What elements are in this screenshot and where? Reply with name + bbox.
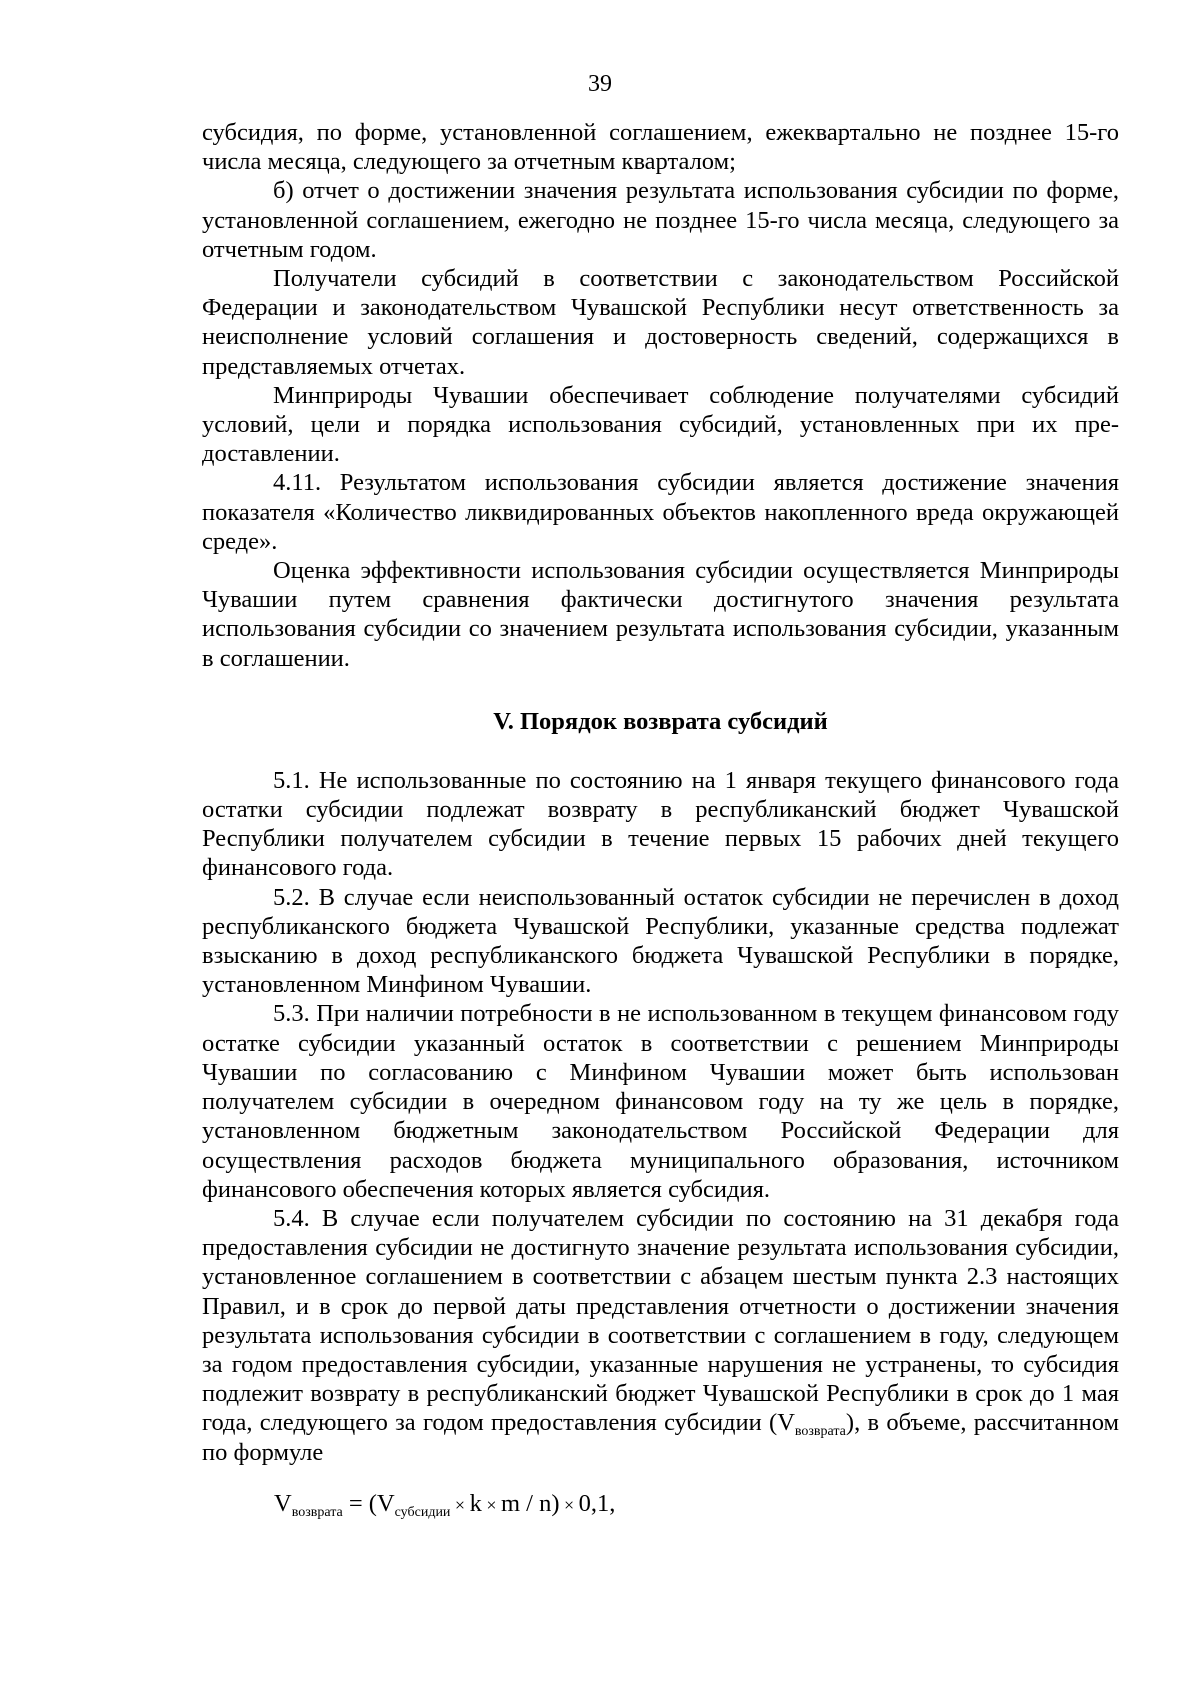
paragraph-compliance: Минприроды Чувашии обеспечивает соблюдение получателями субсидий условий, цели и порядка использования субсидий, установленных при их предоставлении. (202, 381, 1119, 468)
formula-eq-open: = (V (342, 1489, 395, 1517)
paragraph-5-4-text: 5.4. В случае если получателем субсидии по состоянию на 31 декабря года предоставления субсидии не достигнуто значение результата использования субсидии, установленное соглашением в соответствии с абзацем шестым пункта 2.3 настоящих Правил, и в срок до первой даты представления отчетности о достижении значения результата использования субсидии в соответствии с соглашением в году, следующем за годом предоставления субсидии, указанные нарушения не устранены, то субсидия подлежит возврату в республиканский бюджет Чувашской Республики в срок до 1 мая года, следующего за годом предоставления субсидии (V (202, 1204, 1119, 1437)
paragraph-5-2: 5.2. В случае если неиспользованный остаток субсидии не перечислен в доход республиканского бюджета Чувашской Республики, указанные средства подлежат взысканию в доход республиканского бюджета Чувашской Республики в порядке, установленном Минфином Чувашии. (202, 883, 1119, 999)
formula-v-subscript: возврата (291, 1504, 343, 1520)
formula-m-over-n: m / n) (500, 1489, 560, 1517)
formula-coefficient: 0,1, (578, 1489, 616, 1517)
formula-times-2: × (481, 1494, 501, 1515)
paragraph-5-4 (202, 1204, 1119, 1467)
formula-times-3: × (559, 1494, 579, 1515)
paragraph-5-1: 5.1. Не использованные по состоянию на 1 января текущего финансового года остатки субсидии подлежат возврату в республиканский бюджет Чувашской Республики получателем субсидии в течение первых 15 рабочих дней текущего финансового года. (202, 766, 1119, 882)
formula-k: k (469, 1489, 482, 1517)
paragraph-efficiency: Оценка эффективности использования субсидии осуществляется Минприроды Чувашии путем сравнения фактически достигнутого значения результата использования субсидии со значением результата использования субсидии, указанным в соглашении. (202, 557, 1119, 672)
formula-v: V (274, 1489, 292, 1517)
paragraph-4-11: 4.11. Результатом использования субсидии является достижение значения показателя «Количество ликвидированных объектов накопленного вреда окружающей среде». (202, 469, 1119, 555)
document-body (202, 118, 1119, 1520)
paragraph-5-4-tail: ), в объеме, рассчитанном по формуле (202, 1409, 1119, 1466)
formula-times-1: × (450, 1494, 470, 1515)
page-number: 39 (588, 71, 612, 97)
return-formula (274, 1489, 1119, 1520)
section-heading: V. Порядок возврата субсидий (493, 707, 828, 735)
paragraph-responsibility: Получатели субсидий в соответствии с законодательством Российской Федерации и законодательством Чувашской Республики несут ответственность за неисполнение условий соглашения и достоверность сведений, содержащихся в представляемых отчетах. (202, 265, 1119, 380)
paragraph-continuation: субсидия, по форме, установленной соглашением, ежеквартально не позднее 15-го числа месяца, следующего за отчетным кварталом; (202, 119, 1119, 176)
paragraph-5-4-subscript: возврата (794, 1424, 846, 1440)
paragraph-report-b: б) отчет о достижении значения результата использования субсидии по форме, установленной соглашением, ежегодно не позднее 15-го числа месяца, следующего за отчетным годом. (202, 177, 1119, 263)
paragraph-5-3: 5.3. При наличии потребности в не использованном в текущем финансовом году остатке субсидии указанный остаток в соответствии с решением Минприроды Чувашии по согласованию с Минфином Чувашии может быть использован получателем субсидии в очередном финансовом году на ту же цель в порядке, установленном бюджетным законодательством Российской Федерации для осуществления расходов бюджета муниципального образования, источником финансового обеспечения которых является субсидия. (202, 1000, 1119, 1203)
formula-subsidy-subscript: субсидии (394, 1504, 451, 1520)
